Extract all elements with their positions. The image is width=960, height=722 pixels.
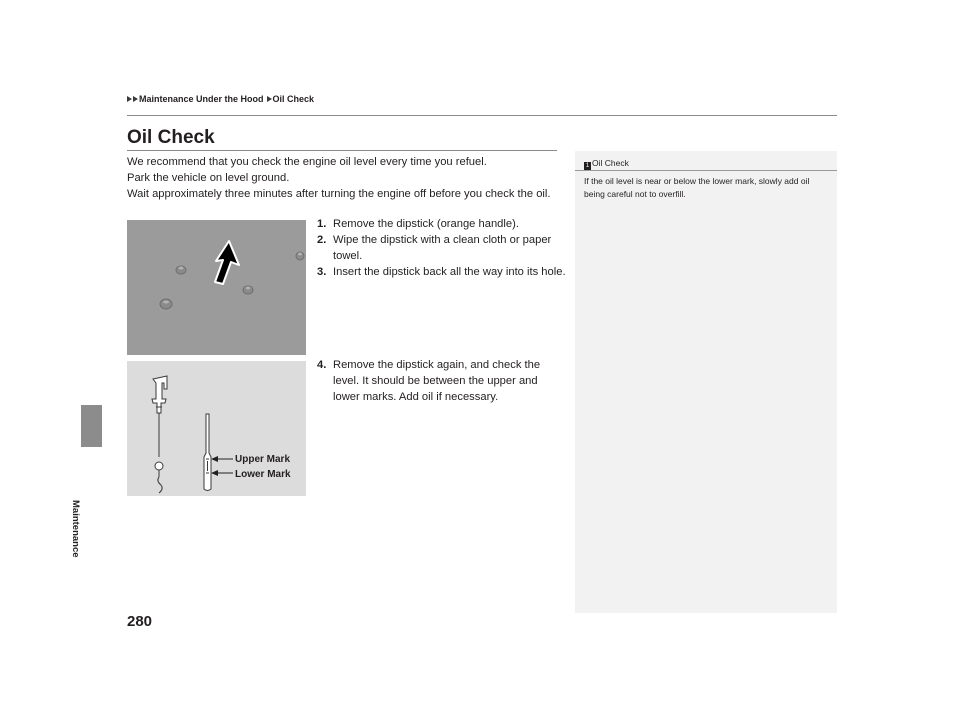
engine-bay-drawing (127, 220, 306, 355)
step-item (317, 357, 567, 405)
lower-mark-label: Lower Mark (235, 469, 291, 480)
upper-mark-label: Upper Mark (235, 454, 291, 465)
engine-bay-illustration (127, 220, 306, 355)
chapter-tab (70, 440, 98, 558)
intro-paragraph: We recommend that you check the engine oil level every time you refuel. (127, 156, 487, 168)
breadcrumb-arrow-icon (133, 96, 138, 102)
chapter-tab-label: Maintenance (70, 500, 81, 558)
step-text: Remove the dipstick again, and check the level. It should be between the upper and lower marks. Add oil if necessary. (333, 359, 541, 403)
step-number: 2. (317, 234, 327, 246)
header-divider (127, 115, 837, 116)
dipstick-drawing (127, 361, 306, 496)
breadcrumb-page[interactable]: Oil Check (272, 94, 315, 104)
step-item (317, 216, 567, 232)
step-item (317, 264, 567, 280)
page-number: 280 (127, 613, 153, 630)
intro-paragraph: Wait approximately three minutes after turning the engine off before you check the oil. (127, 188, 551, 200)
note-heading (584, 158, 629, 170)
step-number: 3. (317, 266, 327, 278)
step-item (317, 232, 567, 264)
note-reference-icon: 1 (585, 163, 590, 169)
note-panel (575, 151, 837, 613)
step-text: Remove the dipstick (orange handle). (333, 218, 519, 230)
step-text: Wipe the dipstick with a clean cloth or paper towel. (333, 234, 552, 262)
note-heading-text: Oil Check (592, 158, 629, 168)
step-number: 1. (317, 218, 327, 230)
breadcrumb-arrow-icon (127, 96, 132, 102)
page-title: Oil Check (127, 127, 215, 148)
title-divider (127, 150, 557, 151)
breadcrumb-arrow-icon (267, 96, 272, 102)
step-text: Insert the dipstick back all the way into its hole. (333, 266, 566, 278)
dipstick-illustration (127, 361, 306, 496)
breadcrumb-section[interactable]: Maintenance Under the Hood (139, 94, 264, 104)
note-divider (575, 170, 837, 171)
step-number: 4. (317, 359, 327, 371)
note-body: If the oil level is near or below the lower mark, slowly add oil being careful not to overfill. (584, 176, 810, 199)
intro-paragraph: Park the vehicle on level ground. (127, 172, 290, 184)
breadcrumb (127, 94, 314, 104)
